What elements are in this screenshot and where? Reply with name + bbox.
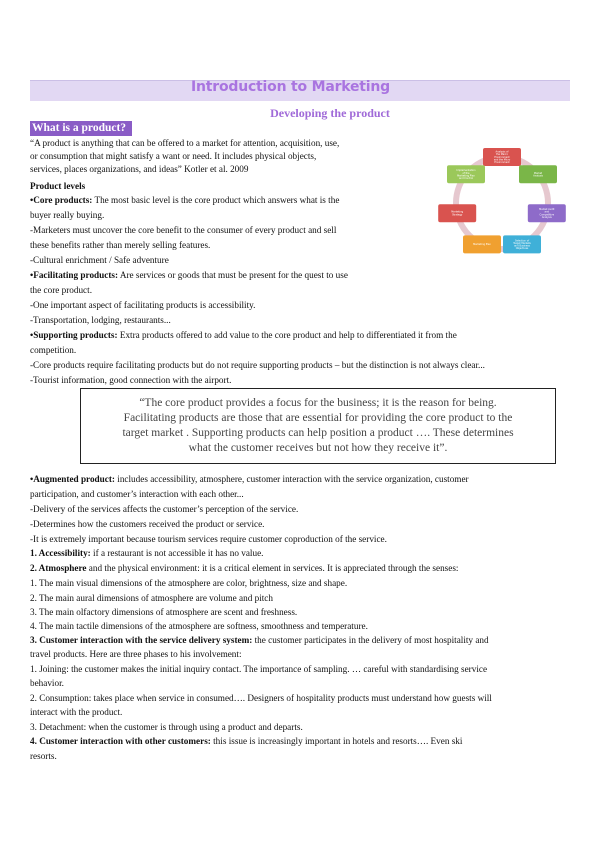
intro-line: services, places organizations, and ideas” Kotler et al. 2009: [30, 164, 249, 174]
interaction-text: the customer participates in the delivery of most hospitality and: [252, 635, 489, 645]
cycle-node: [519, 165, 557, 183]
interaction-line: 2. Consumption: takes place when service in consumed…. Designers of hospitality products must understand how guests will: [30, 693, 492, 703]
atmosphere-line: 1. The main visual dimensions of the atmosphere are color, brightness, size and shape.: [30, 578, 348, 588]
page-subtitle: Developing the product: [270, 106, 390, 120]
core-label: •Core products:: [30, 195, 93, 205]
cycle-node-label: Marketing Strategy: [451, 210, 464, 217]
augmented-text: includes accessibility, atmosphere, customer interaction with the service organization, customer: [114, 474, 469, 484]
cycle-node-label: Selection of Target Markets and Business Objectives: [513, 239, 531, 251]
atmosphere-line: 2. The main aural dimensions of atmosphere are volume and pitch: [30, 593, 273, 603]
intro-line: “A product is anything that can be offered to a market for attention, acquisition, use,: [30, 138, 340, 148]
atmosphere-line: 4. The main tactile dimensions of the atmosphere are softness, smoothness and temperature.: [30, 621, 368, 631]
core-line: -Marketers must uncover the core benefit to the consumer of every product and sell: [30, 225, 337, 235]
cycle-node-label: Marketing Plan: [473, 243, 491, 247]
other-customers-label: 4. Customer interaction with other customers:: [30, 736, 211, 746]
cycle-node-label: Analysis of the Macro Environment and the Micro Environment: [493, 150, 511, 164]
core-line: -Cultural enrichment / Safe adventure: [30, 255, 169, 265]
intro-line: or consumption that might satisfy a want or need. It includes physical objects,: [30, 151, 317, 161]
section-heading: What is a product?: [30, 121, 132, 136]
cycle-node: [438, 204, 476, 222]
interaction-label: 3. Customer interaction with the service delivery system:: [30, 635, 253, 645]
cycle-node: [463, 235, 501, 253]
cycle-node-label: Market Analysis: [533, 171, 543, 178]
quote-box: [80, 388, 556, 464]
core-text: The most basic level is the core product which answers what is the: [92, 195, 340, 205]
supporting-line: -Core products require facilitating products but do not require supporting products – but the distinction is not always clear...: [30, 360, 485, 370]
core-line: these benefits rather than merely selling features.: [30, 240, 211, 250]
interaction-line: interact with the product.: [30, 707, 123, 717]
cycle-node: [528, 204, 566, 222]
facilitating-text: Are services or goods that must be present for the quest to use: [118, 270, 348, 280]
interaction-line: 3. Detachment: when the customer is through using a product and departs.: [30, 722, 303, 732]
cycle-node-label: Market Audit and Competitive Analysis: [539, 208, 555, 219]
supporting-label: •Supporting products:: [30, 330, 118, 340]
other-customers-line: resorts.: [30, 751, 57, 761]
quote-line: what the customer receives but not how they receive it”.: [188, 442, 448, 454]
augmented-line: -Delivery of the services affects the customer’s perception of the service.: [30, 504, 299, 514]
cycle-node: [503, 235, 541, 253]
quote-line: Facilitating products are those that are essential for providing the core product to the: [123, 412, 513, 424]
product-levels-heading: Product levels: [30, 181, 86, 191]
interaction-line: travel products. Here are three phases to his involvement:: [30, 649, 242, 659]
facilitating-line: -One important aspect of facilitating products is accessibility.: [30, 300, 256, 310]
quote-line: “The core product provides a focus for the business; it is the reason for being.: [139, 397, 497, 409]
supporting-line: competition.: [30, 345, 77, 355]
facilitating-line: -Transportation, lodging, restaurants...: [30, 315, 171, 325]
marketing-cycle-diagram: [418, 138, 586, 268]
facilitating-label: •Facilitating products:: [30, 270, 119, 280]
atmosphere-line: 3. The main olfactory dimensions of atmosphere are scent and freshness.: [30, 607, 298, 617]
quote-line: target market . Supporting products can help position a product …. These determines: [122, 427, 514, 439]
atmosphere-label: 2. Atmosphere: [30, 563, 87, 573]
interaction-line: 1. Joining: the customer makes the initial inquiry contact. The importance of sampling. … careful with standardising service: [30, 664, 488, 674]
augmented-label: •Augmented product:: [30, 474, 115, 484]
page-title: Introduction to Marketing: [190, 79, 390, 95]
other-customers-text: this issue is increasingly important in hotels and resorts…. Even ski: [210, 736, 463, 746]
supporting-line: -Tourist information, good connection with the airport.: [30, 375, 232, 385]
cycle-node: [447, 165, 485, 183]
title-bar: [30, 80, 570, 101]
augmented-line: -Determines how the customers received the product or service.: [30, 519, 265, 529]
accessibility-text: if a restaurant is not accessible it has no value.: [90, 548, 264, 558]
supporting-text: Extra products offered to add value to the core product and help to differentiated it from the: [117, 330, 457, 340]
interaction-line: behavior.: [30, 678, 64, 688]
augmented-line: participation, and customer’s interaction with each other...: [30, 489, 244, 499]
accessibility-label: 1. Accessibility:: [30, 548, 91, 558]
augmented-line: -It is extremely important because tourism services require customer coproduction of the service.: [30, 534, 387, 544]
core-line: buyer really buying.: [30, 210, 105, 220]
atmosphere-text: and the physical environment: it is a critical element in services. It is appreciated through the senses:: [86, 563, 459, 573]
cycle-node-label: Implementation of the Marketing Plan and Control: [456, 169, 476, 180]
facilitating-line: the core product.: [30, 285, 92, 295]
cycle-node: [483, 148, 521, 166]
